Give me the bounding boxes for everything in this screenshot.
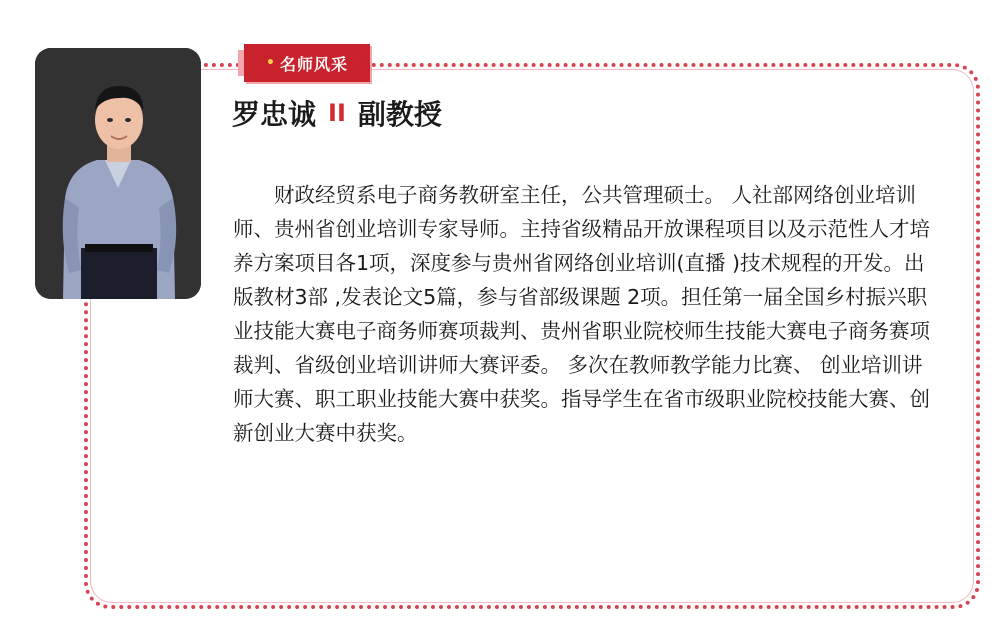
heading-separator: II — [328, 99, 346, 127]
teacher-bio: 财政经贸系电子商务教研室主任，公共管理硕士。 人社部网络创业培训师、贵州省创业培训专家导师。主持省级精品开放课程项目以及示范性人才培养方案项目各1项，深度参与贵州省网络创业培训(直播 )技术规程的开发。出版教材3部 ,发表论文5篇，参与省部级课题 2项。担任第一届全国乡村振兴职业技能大赛电子商务师赛项裁判、贵州省职业院校师生技能大赛电子商务赛项裁判、省级创业培训讲师大赛评委。 多次在教师教学能力比赛、 创业培训讲师大赛、职工职业技能大赛中获奖。指导学生在省市级职业院校技能大赛、创新创业大赛中获奖。 — [233, 183, 930, 445]
teacher-heading — [232, 93, 442, 133]
teacher-name: 罗忠诚 — [232, 98, 317, 131]
badge-dot-icon: • — [266, 55, 276, 71]
teacher-portrait-image — [35, 48, 201, 299]
teacher-title: 副教授 — [357, 98, 442, 131]
teacher-photo — [35, 48, 201, 299]
section-badge — [244, 44, 370, 82]
badge-label: 名师风采 — [279, 54, 348, 74]
